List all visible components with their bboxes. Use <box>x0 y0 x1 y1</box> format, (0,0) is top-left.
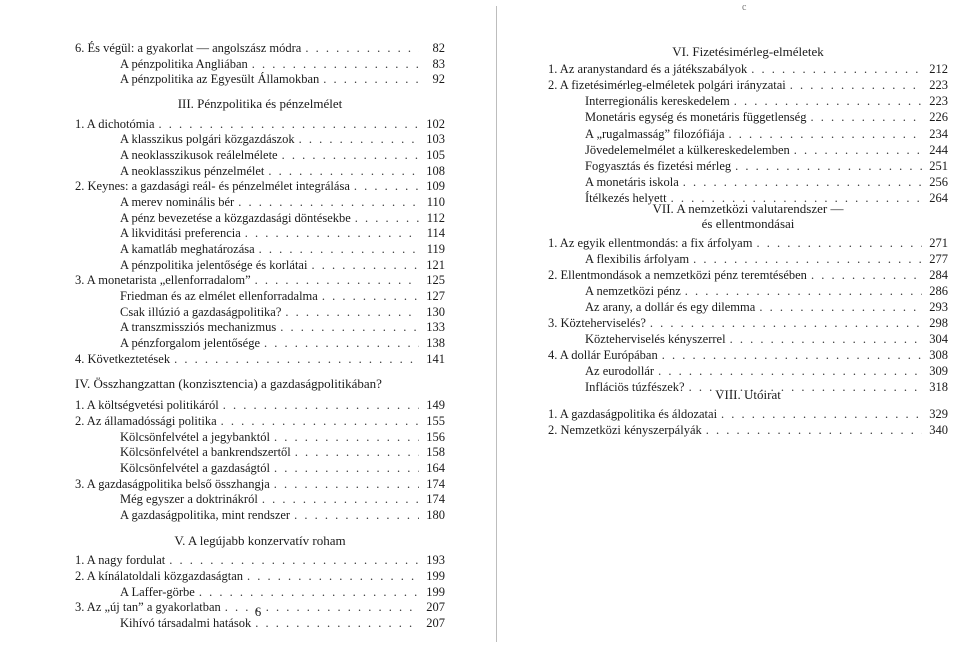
toc-entry-page: 112 <box>426 211 445 225</box>
toc-entry-label: 1. A költségvetési politikáról <box>75 398 219 412</box>
toc-entry-label: A Laffer-görbe <box>120 585 195 599</box>
toc-entry-page: 226 <box>929 110 948 124</box>
leader-dots <box>174 352 419 366</box>
leader-dots <box>282 148 419 162</box>
leader-dots <box>355 211 419 225</box>
toc-entry-page: 212 <box>929 62 948 76</box>
toc-entry-page: 264 <box>929 191 948 205</box>
leader-dots <box>199 585 419 599</box>
leader-dots <box>274 477 419 491</box>
leader-dots <box>169 553 419 567</box>
toc-entry-label: Interregionális kereskedelem <box>585 94 730 108</box>
leader-dots <box>794 143 922 157</box>
toc-entry <box>75 352 445 366</box>
toc-entry <box>548 236 948 250</box>
toc-entry-page: 251 <box>929 159 948 173</box>
toc-entry-page: 174 <box>426 477 445 491</box>
toc-entry <box>75 414 445 428</box>
toc-entry-page: 125 <box>426 273 445 287</box>
leader-dots <box>274 461 419 475</box>
toc-entry-label: A pénzforgalom jelentősége <box>120 336 261 350</box>
page-gutter <box>496 6 497 642</box>
section-heading: VIII. Utóirat <box>715 387 781 402</box>
leader-dots <box>662 348 922 362</box>
toc-entry <box>548 78 948 92</box>
toc-entry-label: A flexibilis árfolyam <box>585 252 690 266</box>
section-heading: V. A legújabb konzervatív roham <box>174 533 346 548</box>
leader-dots <box>683 175 922 189</box>
toc-entry <box>585 110 948 124</box>
right-page <box>500 0 960 648</box>
leader-dots <box>238 195 419 209</box>
section-heading: VII. A nemzetközi valutarendszer — <box>652 201 844 216</box>
toc-entry-label: Fogyasztás és fizetési mérleg <box>585 159 732 173</box>
toc-entry-label: 1. A nagy fordulat <box>75 553 166 567</box>
toc-entry-label: 1. A dichotómia <box>75 117 155 131</box>
leader-dots <box>268 164 419 178</box>
leader-dots <box>280 320 419 334</box>
toc-entry-label: A pénz bevezetése a közgazdasági döntésekbe <box>120 211 351 225</box>
toc-entry-page: 110 <box>426 195 445 209</box>
toc-entry-label: A kamatláb meghatározása <box>120 242 255 256</box>
toc-entry <box>120 492 445 506</box>
toc-entry <box>585 284 948 298</box>
toc-entry-label: 3. A gazdaságpolitika belső összhangja <box>75 477 270 491</box>
leader-dots <box>650 316 922 330</box>
toc-entry-page: 304 <box>929 332 948 346</box>
toc-entry-label: 2. Az államadóssági politika <box>75 414 217 428</box>
toc-entry <box>585 300 948 314</box>
toc-entry <box>548 268 948 282</box>
toc-entry-label: A klasszikus polgári közgazdászok <box>120 132 295 146</box>
toc-entry <box>120 616 445 630</box>
leader-dots <box>735 159 922 173</box>
leader-dots <box>262 492 419 506</box>
toc-entry-page: 234 <box>929 127 948 141</box>
toc-entry-page: 127 <box>426 289 445 303</box>
toc-entry-page: 102 <box>426 117 445 131</box>
leader-dots <box>323 72 419 86</box>
toc-entry-page: 223 <box>929 94 948 108</box>
toc-entry-label: Még egyszer a doktrinákról <box>120 492 258 506</box>
leader-dots <box>299 132 419 146</box>
toc-entry <box>120 226 445 240</box>
toc-entry-label: 1. Az aranystandard és a játékszabályok <box>548 62 748 76</box>
toc-entry-label: Infláciös túzfészek? <box>585 380 685 394</box>
toc-entry <box>120 211 445 225</box>
toc-entry-page: 103 <box>426 132 445 146</box>
toc-entry-label: A gazdaságpolitika, mint rendszer <box>120 508 291 522</box>
toc-entry-page: 119 <box>426 242 445 256</box>
toc-entry-page: 223 <box>929 78 948 92</box>
toc-entry-label: A neoklasszikus pénzelmélet <box>120 164 265 178</box>
toc-entry-label: A pénzpolitika az Egyesült Államokban <box>120 72 320 86</box>
toc-entry <box>585 175 948 189</box>
leader-dots <box>274 430 419 444</box>
toc-entry <box>120 148 445 162</box>
leader-dots <box>756 236 922 250</box>
leader-dots <box>734 94 922 108</box>
toc-entry-label: 3. Az „új tan” a gyakorlatban <box>75 600 221 614</box>
toc-entry <box>585 252 948 266</box>
toc-entry-label: A nemzetközi pénz <box>585 284 681 298</box>
toc-entry-page: 308 <box>929 348 948 362</box>
leader-dots <box>295 445 419 459</box>
leader-dots <box>810 110 922 124</box>
toc-entry-page: 329 <box>929 407 948 421</box>
toc-entry-page: 141 <box>426 352 445 366</box>
section-heading-continued: és ellentmondásai <box>701 216 795 231</box>
toc-entry-page: 82 <box>432 41 445 55</box>
toc-entry-label: A „rugalmasság” filozófiája <box>585 127 725 141</box>
leader-dots <box>285 305 419 319</box>
toc-entry-label: Közteherviselés kényszerrel <box>585 332 726 346</box>
toc-entry <box>120 72 445 86</box>
leader-dots <box>223 398 419 412</box>
leader-dots <box>322 289 419 303</box>
toc-entry-label: Ítélkezés helyett <box>585 191 667 205</box>
toc-entry <box>548 423 948 437</box>
toc-entry-page: 138 <box>426 336 445 350</box>
toc-entry <box>548 407 948 421</box>
toc-entry-page: 149 <box>426 398 445 412</box>
toc-entry <box>585 143 948 157</box>
toc-entry <box>120 305 445 319</box>
toc-entry-label: 6. És végül: a gyakorlat — angolszász módra <box>75 41 302 55</box>
toc-entry-page: 277 <box>929 252 948 266</box>
leader-dots <box>730 332 922 346</box>
toc-entry-page: 340 <box>929 423 948 437</box>
leader-dots <box>693 252 922 266</box>
toc-entry-label: Csak illúzió a gazdaságpolitika? <box>120 305 282 319</box>
toc-entry <box>120 242 445 256</box>
toc-entry-label: A monetáris iskola <box>585 175 679 189</box>
toc-entry <box>120 289 445 303</box>
toc-entry <box>75 553 445 567</box>
toc-entry-page: 158 <box>426 445 445 459</box>
corner-mark: c <box>742 2 747 13</box>
leader-dots <box>255 616 419 630</box>
toc-entry-label: Jövedelemelmélet a külkereskedelemben <box>585 143 790 157</box>
toc-entry-label: A pénzpolitika jelentősége és korlátai <box>120 258 308 272</box>
toc-entry <box>75 117 445 131</box>
toc-entry <box>548 62 948 76</box>
leader-dots <box>658 364 922 378</box>
toc-entry-page: 109 <box>426 179 445 193</box>
toc-entry-label: Az arany, a dollár és egy dilemma <box>585 300 756 314</box>
toc-entry <box>120 132 445 146</box>
toc-entry <box>120 195 445 209</box>
toc-entry <box>120 461 445 475</box>
toc-entry-page: 256 <box>929 175 948 189</box>
toc-entry-page: 298 <box>929 316 948 330</box>
toc-entry <box>120 445 445 459</box>
toc-entry <box>75 273 445 287</box>
toc-entry-page: 108 <box>426 164 445 178</box>
toc-entry-page: 155 <box>426 414 445 428</box>
toc-entry-page: 318 <box>929 380 948 394</box>
toc-entry-label: 1. Az egyik ellentmondás: a fix árfolyam <box>548 236 753 250</box>
leader-dots <box>354 179 419 193</box>
toc-entry-page: 193 <box>426 553 445 567</box>
toc-entry <box>120 320 445 334</box>
toc-entry <box>548 348 948 362</box>
section-heading: VI. Fizetésimérleg-elméletek <box>672 44 824 59</box>
leader-dots <box>159 117 419 131</box>
toc-entry-label: A neoklasszikusok reálelmélete <box>120 148 278 162</box>
toc-entry-page: 207 <box>426 616 445 630</box>
leader-dots <box>811 268 922 282</box>
toc-entry-label: 3. Közteherviselés? <box>548 316 646 330</box>
leader-dots <box>721 407 922 421</box>
toc-entry <box>585 332 948 346</box>
toc-entry-label: Kölcsönfelvétel a jegybanktól <box>120 430 270 444</box>
section-heading: IV. Összhangzattan (konzisztencia) a gazdaságpolitikában? <box>75 376 382 391</box>
toc-entry-label: Kölcsönfelvétel a bankrendszertől <box>120 445 291 459</box>
toc-entry <box>120 336 445 350</box>
toc-entry-page: 156 <box>426 430 445 444</box>
toc-entry <box>120 57 445 71</box>
toc-entry <box>585 94 948 108</box>
toc-entry-label: 2. A fizetésimérleg-elméletek polgári irányzatai <box>548 78 786 92</box>
leader-dots <box>759 300 922 314</box>
toc-entry <box>585 127 948 141</box>
section-heading: III. Pénzpolitika és pénzelmélet <box>177 96 343 111</box>
toc-entry <box>585 159 948 173</box>
leader-dots <box>259 242 419 256</box>
leader-dots <box>255 273 419 287</box>
toc-entry-page: 309 <box>929 364 948 378</box>
toc-entry <box>75 569 445 583</box>
toc-entry <box>120 585 445 599</box>
toc-entry <box>75 477 445 491</box>
toc-entry <box>120 430 445 444</box>
toc-entry-page: 105 <box>426 148 445 162</box>
toc-entry-page: 130 <box>426 305 445 319</box>
toc-entry-label: A transzmissziós mechanizmus <box>120 320 277 334</box>
leader-dots <box>221 414 419 428</box>
toc-entry <box>75 41 445 55</box>
toc-entry-label: 4. A dollár Európában <box>548 348 658 362</box>
toc-entry-page: 293 <box>929 300 948 314</box>
leader-dots <box>252 57 419 71</box>
leader-dots <box>264 336 419 350</box>
toc-entry <box>75 398 445 412</box>
toc-entry-page: 92 <box>432 72 445 86</box>
toc-entry-page: 121 <box>426 258 445 272</box>
leader-dots <box>294 508 419 522</box>
toc-entry <box>120 164 445 178</box>
toc-entry <box>548 316 948 330</box>
leader-dots <box>247 569 419 583</box>
toc-entry-label: Kölcsönfelvétel a gazdaságtól <box>120 461 270 475</box>
toc-entry <box>585 364 948 378</box>
toc-entry-label: A pénzpolitika Angliában <box>120 57 248 71</box>
toc-entry-label: 2. Keynes: a gazdasági reál- és pénzelmélet integrálása <box>75 179 350 193</box>
toc-entry <box>120 258 445 272</box>
leader-dots <box>311 258 419 272</box>
toc-entry <box>120 508 445 522</box>
toc-entry-label: Friedman és az elmélet ellenforradalma <box>120 289 318 303</box>
toc-entry-label: Monetáris egység és monetáris függetlenség <box>585 110 807 124</box>
leader-dots <box>245 226 419 240</box>
toc-entry-label: A likviditási preferencia <box>120 226 241 240</box>
toc-entry-label: 2. Nemzetközi kényszerpályák <box>548 423 702 437</box>
leader-dots <box>790 78 922 92</box>
toc-entry-page: 199 <box>426 569 445 583</box>
toc-entry-page: 133 <box>426 320 445 334</box>
toc-entry-page: 271 <box>929 236 948 250</box>
toc-entry-page: 164 <box>426 461 445 475</box>
toc-entry-label: 1. A gazdaságpolitika és áldozatai <box>548 407 718 421</box>
toc-entry-label: 2. Ellentmondások a nemzetközi pénz teremtésében <box>548 268 807 282</box>
toc-entry-page: 244 <box>929 143 948 157</box>
leader-dots <box>305 41 419 55</box>
toc-entry-label: Az eurodollár <box>585 364 655 378</box>
leader-dots <box>685 284 922 298</box>
leader-dots <box>706 423 922 437</box>
toc-entry-page: 284 <box>929 268 948 282</box>
toc-entry-label: Kihívó társadalmi hatások <box>120 616 252 630</box>
toc-entry-page: 180 <box>426 508 445 522</box>
toc-entry-label: 4. Következtetések <box>75 352 171 366</box>
toc-entry-label: 3. A monetarista „ellenforradalom” <box>75 273 251 287</box>
toc-entry-page: 83 <box>432 57 445 71</box>
leader-dots <box>751 62 922 76</box>
toc-entry-page: 114 <box>426 226 445 240</box>
page-number: 6 <box>254 604 262 619</box>
toc-entry-page: 207 <box>426 600 445 614</box>
toc-entry <box>75 179 445 193</box>
toc-entry-page: 286 <box>929 284 948 298</box>
toc-entry-label: 2. A kínálatoldali közgazdaságtan <box>75 569 244 583</box>
toc-entry-page: 199 <box>426 585 445 599</box>
toc-entry-label: A merev nominális bér <box>120 195 235 209</box>
toc-entry-page: 174 <box>426 492 445 506</box>
leader-dots <box>729 127 922 141</box>
